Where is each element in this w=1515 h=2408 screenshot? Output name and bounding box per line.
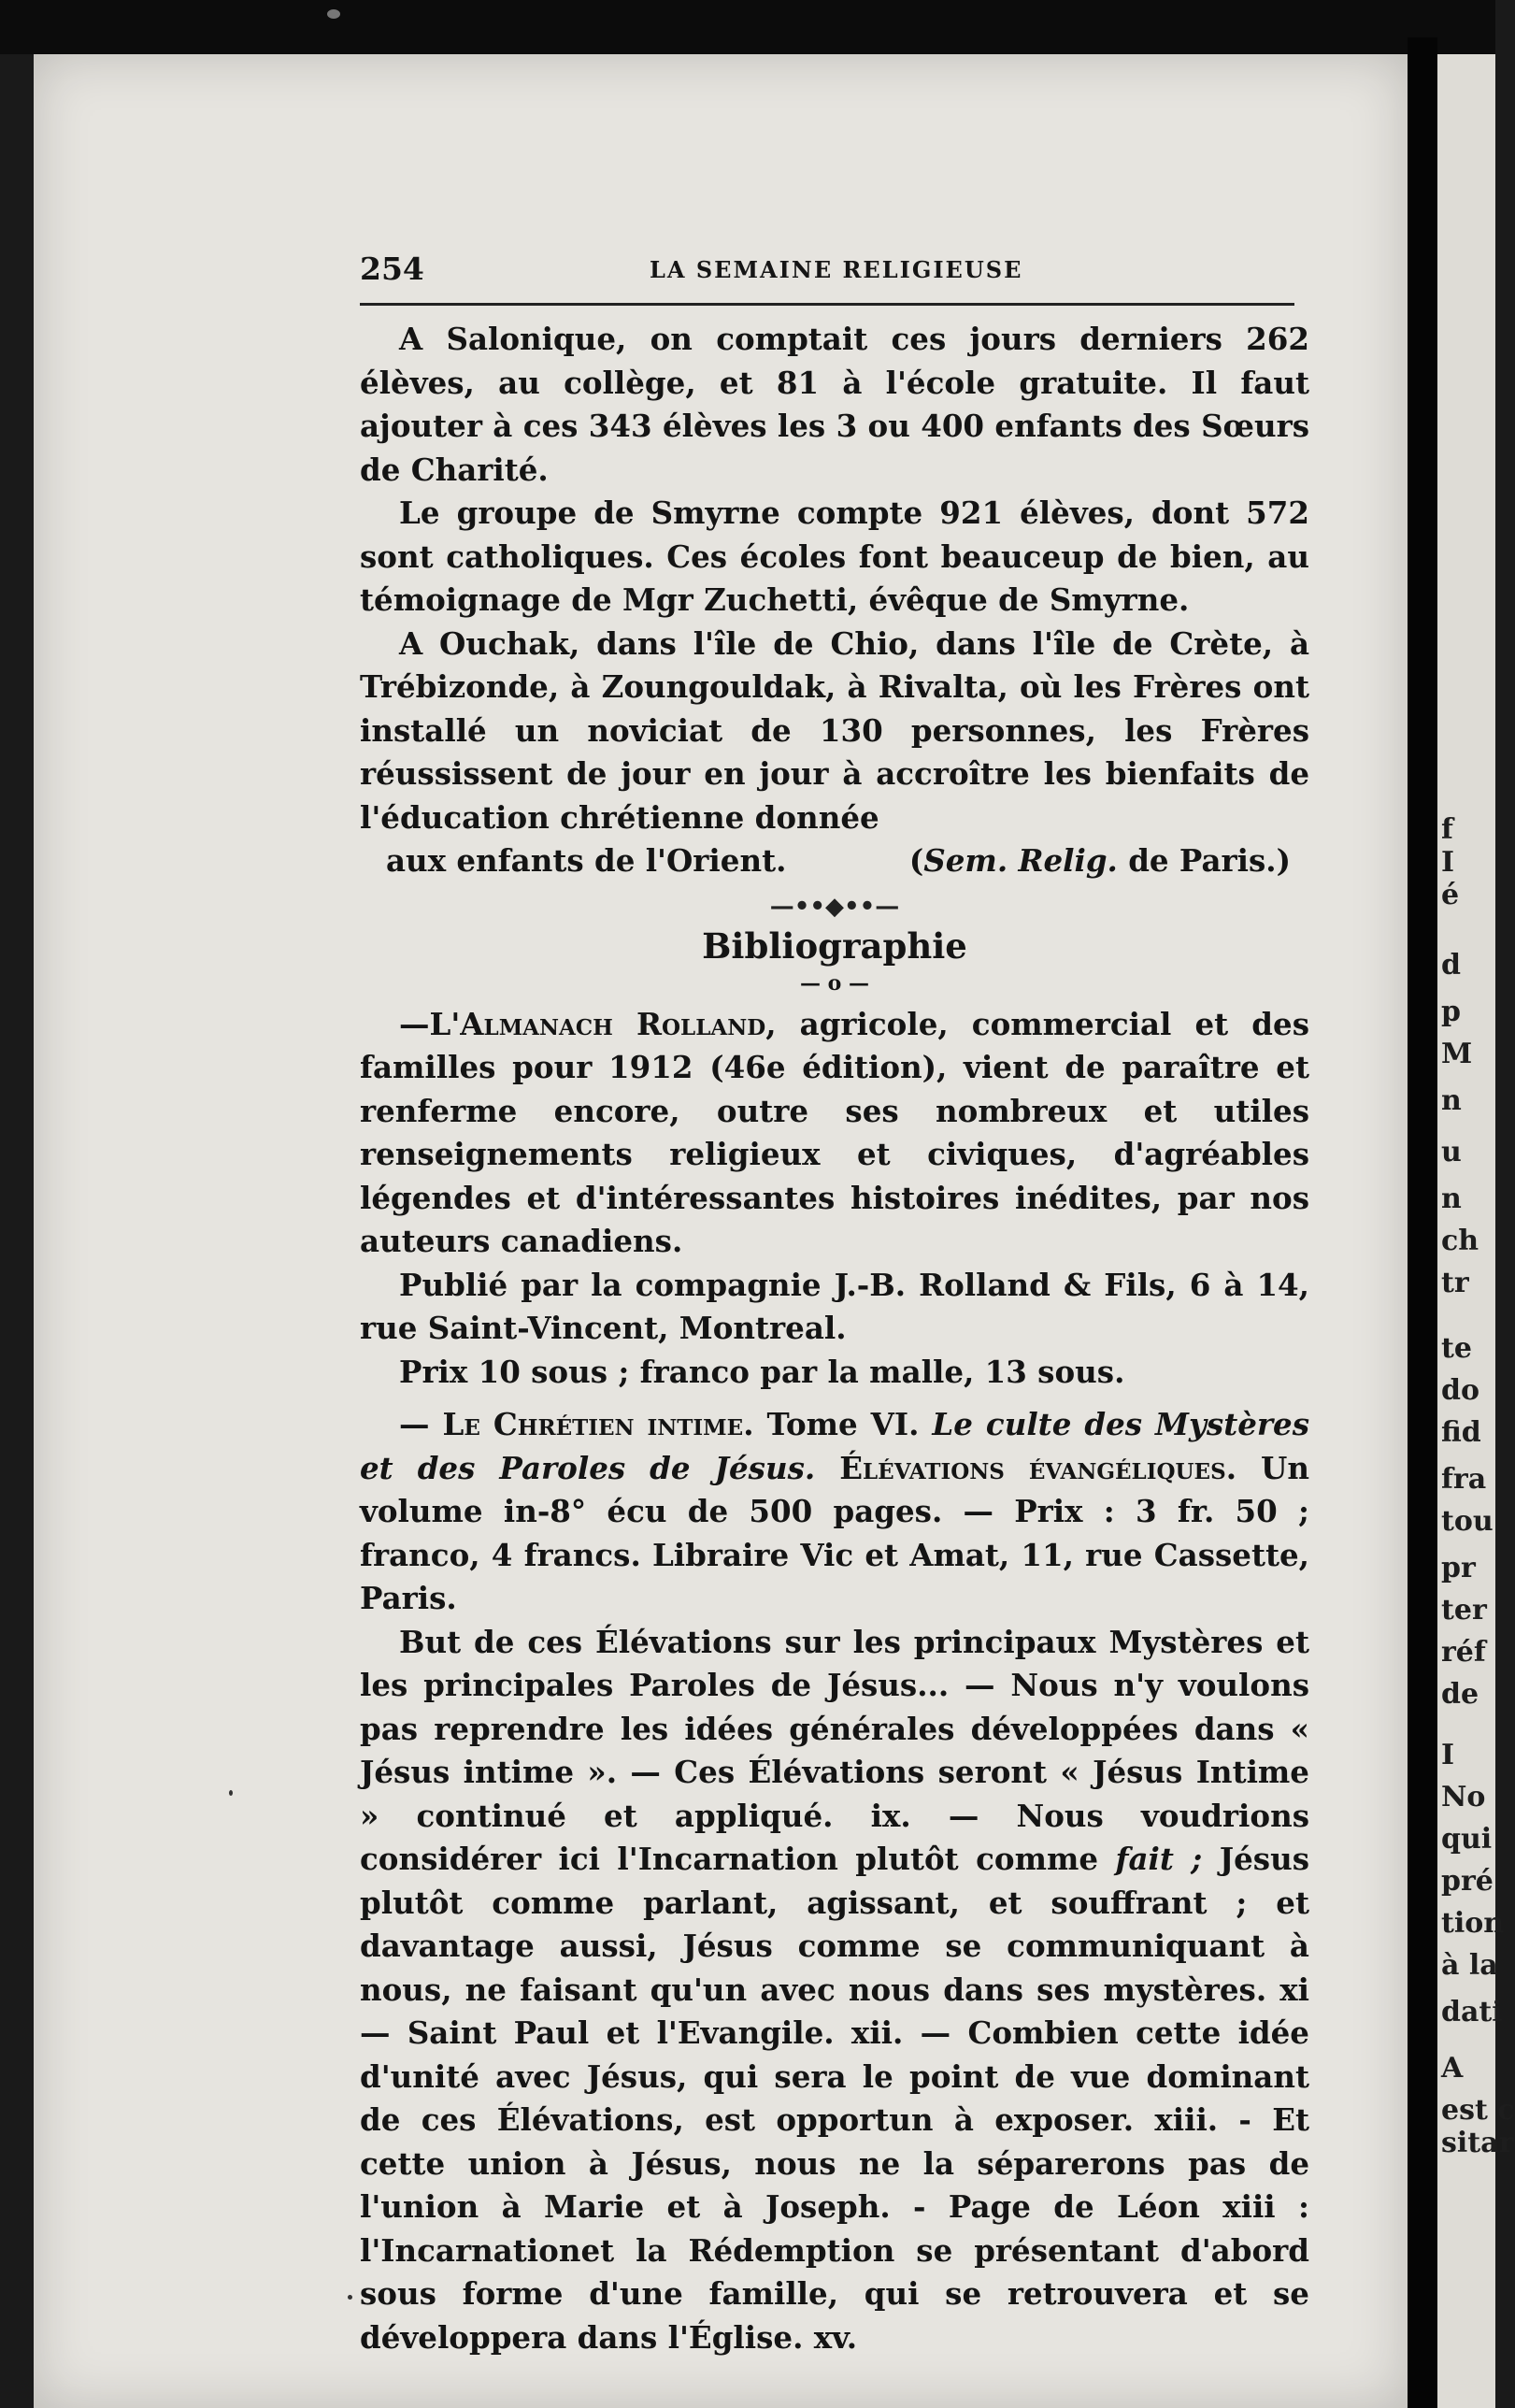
header-rule bbox=[360, 303, 1294, 306]
closing-text: aux enfants de l'Orient. bbox=[386, 842, 787, 879]
section-title: Bibliographie bbox=[702, 924, 967, 967]
paper-speck bbox=[348, 2295, 352, 2300]
adjacent-page-fragment: é bbox=[1441, 879, 1460, 911]
section-divider-ornament: —••◆••— bbox=[769, 892, 900, 921]
adjacent-page-fragment: n bbox=[1441, 1084, 1462, 1117]
paragraph-smyrne: Le groupe de Smyrne compte 921 élèves, dont 572 sont catholiques. Ces écoles font beauceup de bien, au témoignage de Mgr Zuchetti, évêque de Smyrne. bbox=[360, 494, 1309, 618]
page-body bbox=[360, 318, 1309, 2359]
adjacent-page-fragment: tou bbox=[1441, 1505, 1494, 1538]
adjacent-page-fragment: fra bbox=[1441, 1463, 1487, 1496]
chretien-subtitle: Le culte des Mystères et des Paroles de Jésus. bbox=[360, 1406, 1309, 1486]
running-head: LA SEMAINE RELIGIEUSE bbox=[650, 256, 1023, 283]
adjacent-page-fragment: f bbox=[1441, 813, 1453, 846]
adjacent-page-fragment: tr bbox=[1441, 1267, 1469, 1299]
adjacent-page-fragment: I bbox=[1441, 846, 1455, 879]
adjacent-page-fragment: do bbox=[1441, 1374, 1479, 1407]
adjacent-page-fragment: est c bbox=[1441, 2094, 1515, 2127]
adjacent-page-fragment: qui bbox=[1441, 1823, 1493, 1856]
adjacent-page-fragment: pr bbox=[1441, 1552, 1476, 1584]
page-gutter bbox=[1408, 37, 1437, 2408]
adjacent-page-fragment: fid bbox=[1441, 1416, 1481, 1449]
adjacent-page-fragment: de bbox=[1441, 1678, 1479, 1711]
paragraph-salonique: A Salonique, on comptait ces jours derniers 262 élèves, au collège, et 81 à l'école gratuite. Il faut ajouter à ces 343 élèves les 3 ou 400 enfants des Sœurs de Charité. bbox=[360, 321, 1309, 488]
adjacent-page-fragment: ter bbox=[1441, 1594, 1487, 1627]
adjacent-page-fragment: n bbox=[1441, 1182, 1462, 1215]
adjacent-page-fragment: dati bbox=[1441, 1996, 1503, 2028]
adjacent-page-fragment: u bbox=[1441, 1136, 1462, 1168]
adjacent-page-fragment: à la bbox=[1441, 1949, 1498, 1982]
adjacent-page-fragment: pré bbox=[1441, 1865, 1494, 1898]
adjacent-page-fragment: sitar bbox=[1441, 2127, 1514, 2159]
paper-speck bbox=[229, 1790, 233, 1796]
adjacent-page-fragment: tion bbox=[1441, 1907, 1505, 1940]
chretien-entry: — Le Chrétien intime. Tome VI. Le culte des Mystères et des Paroles de Jésus. Élévations évangéliques. Un volume in-8° écu de 500 pages. — Prix : 3 fr. 50 ; franco, 4 francs. Libraire Vic et Amat, 11, rue Cassette, Paris. bbox=[360, 1406, 1310, 1616]
adjacent-page-fragment: d bbox=[1441, 949, 1461, 982]
paragraph-ouchak: A Ouchak, dans l'île de Chio, dans l'île de Crète, à Trébizonde, à Zoungouldak, à Rivalta, où les Frères ont installé un noviciat de 130 personnes, les Frères réussissent de jour en jour à accroître les bienfaits de l'éducation chrétienne donnée bbox=[360, 624, 1309, 836]
paper-speck bbox=[327, 9, 340, 19]
adjacent-page-fragment: ch bbox=[1441, 1225, 1479, 1257]
almanach-entry: —L'Almanach Rolland, agricole, commercial et des familles pour 1912 (46e édition), vient de paraître et renferme encore, outre ses nombreux et utiles renseignements religieux et civiques, d'agréables légendes et d'intéressantes histoires inédites, par nos auteurs canadiens. bbox=[360, 1005, 1309, 1259]
closing-line bbox=[360, 839, 1309, 883]
small-divider-ornament: — o — bbox=[800, 970, 869, 996]
adjacent-page-fragment: No bbox=[1441, 1781, 1486, 1813]
adjacent-page-fragment: p bbox=[1441, 996, 1461, 1028]
almanach-price: Prix 10 sous ; franco par la malle, 13 sous. bbox=[399, 1353, 1125, 1390]
adjacent-page-fragment: I bbox=[1441, 1739, 1455, 1771]
scan-frame-top bbox=[0, 0, 1495, 54]
page-header bbox=[360, 251, 1294, 290]
almanach-publisher: Publié par la compagnie J.-B. Rolland & Fils, 6 à 14, rue Saint-Vincent, Montreal. bbox=[360, 1266, 1309, 1346]
adjacent-page-fragment: te bbox=[1441, 1332, 1472, 1365]
adjacent-page-fragment: A bbox=[1441, 2052, 1464, 2085]
chretien-summary: But de ces Élévations sur les principaux Mystères et les principales Paroles de Jésus... — Nous n'y voulons pas reprendre les idées générales développées dans « Jésus intime ». — Ces Élévations seront « Jésus Intime » continué et appliqué. ix. — Nous voudrions considérer ici l'Incarnation plutôt comme fait ; Jésus plutôt comme parlant, agissant, et souffrant ; et davantage aussi, Jésus comme se communiquant à nous, ne faisant qu'un avec nous dans ses mystères. xi — Saint Paul et l'Evangile. xii. — Combien cette idée d'unité avec Jésus, qui sera le point de vue dominant de ces Élévations, est opportun à exposer. xiii. - Et cette union à Jésus, nous ne la séparerons pas de l'union à Marie et à Joseph. - Page de Léon xiii : l'Incarnationet la Rédemption se présentant d'abord sous forme d'une famille, qui se retrouvera et se développera dans l'Église. xv. bbox=[360, 1623, 1310, 2356]
adjacent-page-fragment: M bbox=[1441, 1038, 1473, 1070]
adjacent-page-edge bbox=[1437, 54, 1515, 2408]
source-citation: (Sem. Relig. de Paris.) bbox=[908, 842, 1291, 879]
adjacent-page-fragment: réf bbox=[1441, 1636, 1486, 1669]
source-title: Sem. Relig. bbox=[923, 842, 1118, 879]
almanach-title: L'Almanach Rolland bbox=[429, 1005, 766, 1042]
page-number: 254 bbox=[360, 251, 424, 287]
chretien-title: Le Chrétien intime bbox=[442, 1406, 744, 1442]
